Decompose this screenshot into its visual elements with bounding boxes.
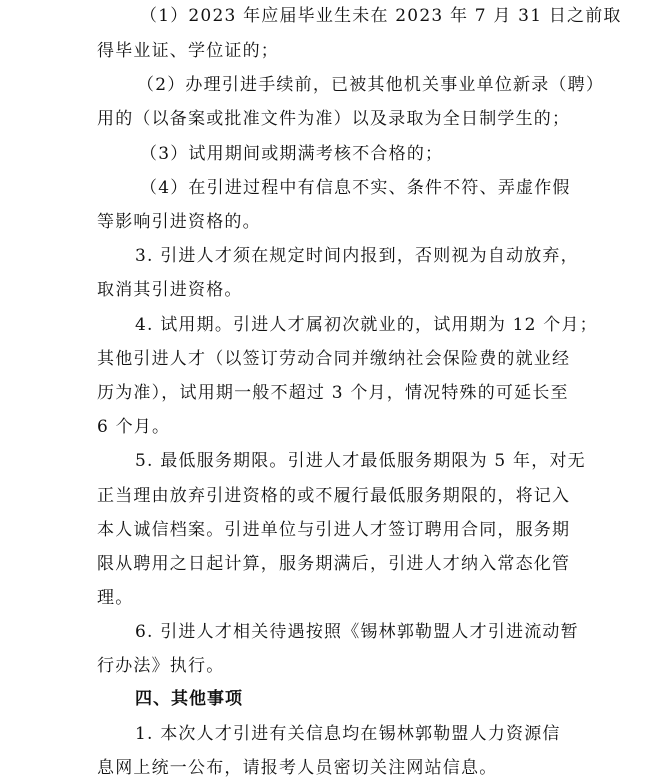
text-line: （3）试用期间或期满考核不合格的； <box>140 144 444 164</box>
text-line: 理。 <box>97 588 134 608</box>
text-line: 行办法》执行。 <box>97 656 225 676</box>
text-line: 历为准），试用期一般不超过 3 个月，情况特殊的可延长至 <box>97 383 569 403</box>
text-line: （4）在引进过程中有信息不实、条件不符、弄虚作假 <box>140 178 571 198</box>
text-line: 本人诚信档案。引进单位与引进人才签订聘用合同，服务期 <box>97 520 571 540</box>
text-line: 正当理由放弃引进资格的或不履行最低服务期限的，将记入 <box>97 486 571 506</box>
text-line: （1）2023 年应届毕业生未在 2023 年 7 月 31 日之前取 <box>140 6 622 26</box>
text-line: 5. 最低服务期限。引进人才最低服务期限为 5 年，对无 <box>135 451 586 471</box>
text-line: 限从聘用之日起计算，服务期满后，引进人才纳入常态化管 <box>97 554 571 574</box>
text-line: 其他引进人才（以签订劳动合同并缴纳社会保险费的就业经 <box>97 349 571 369</box>
text-line: 4. 试用期。引进人才属初次就业的，试用期为 12 个月； <box>135 315 598 335</box>
section-heading: 四、其他事项 <box>135 689 243 709</box>
text-line: （2）办理引进手续前，已被其他机关事业单位新录（聘） <box>137 75 605 95</box>
text-line: 1. 本次人才引进有关信息均在锡林郭勒盟人力资源信 <box>135 724 561 744</box>
text-line: 息网上统一公布，请报考人员密切关注网站信息。 <box>97 758 498 778</box>
text-line: 6. 引进人才相关待遇按照《锡林郭勒盟人才引进流动暂 <box>135 622 579 642</box>
text-line: 取消其引进资格。 <box>97 280 243 300</box>
text-line: 等影响引进资格的。 <box>97 212 261 232</box>
text-line: 6 个月。 <box>97 417 171 437</box>
text-line: 用的（以备案或批准文件为准）以及录取为全日制学生的； <box>97 109 571 129</box>
text-line: 得毕业证、学位证的； <box>97 41 279 61</box>
text-line: 3. 引进人才须在规定时间内报到，否则视为自动放弃， <box>135 246 579 266</box>
